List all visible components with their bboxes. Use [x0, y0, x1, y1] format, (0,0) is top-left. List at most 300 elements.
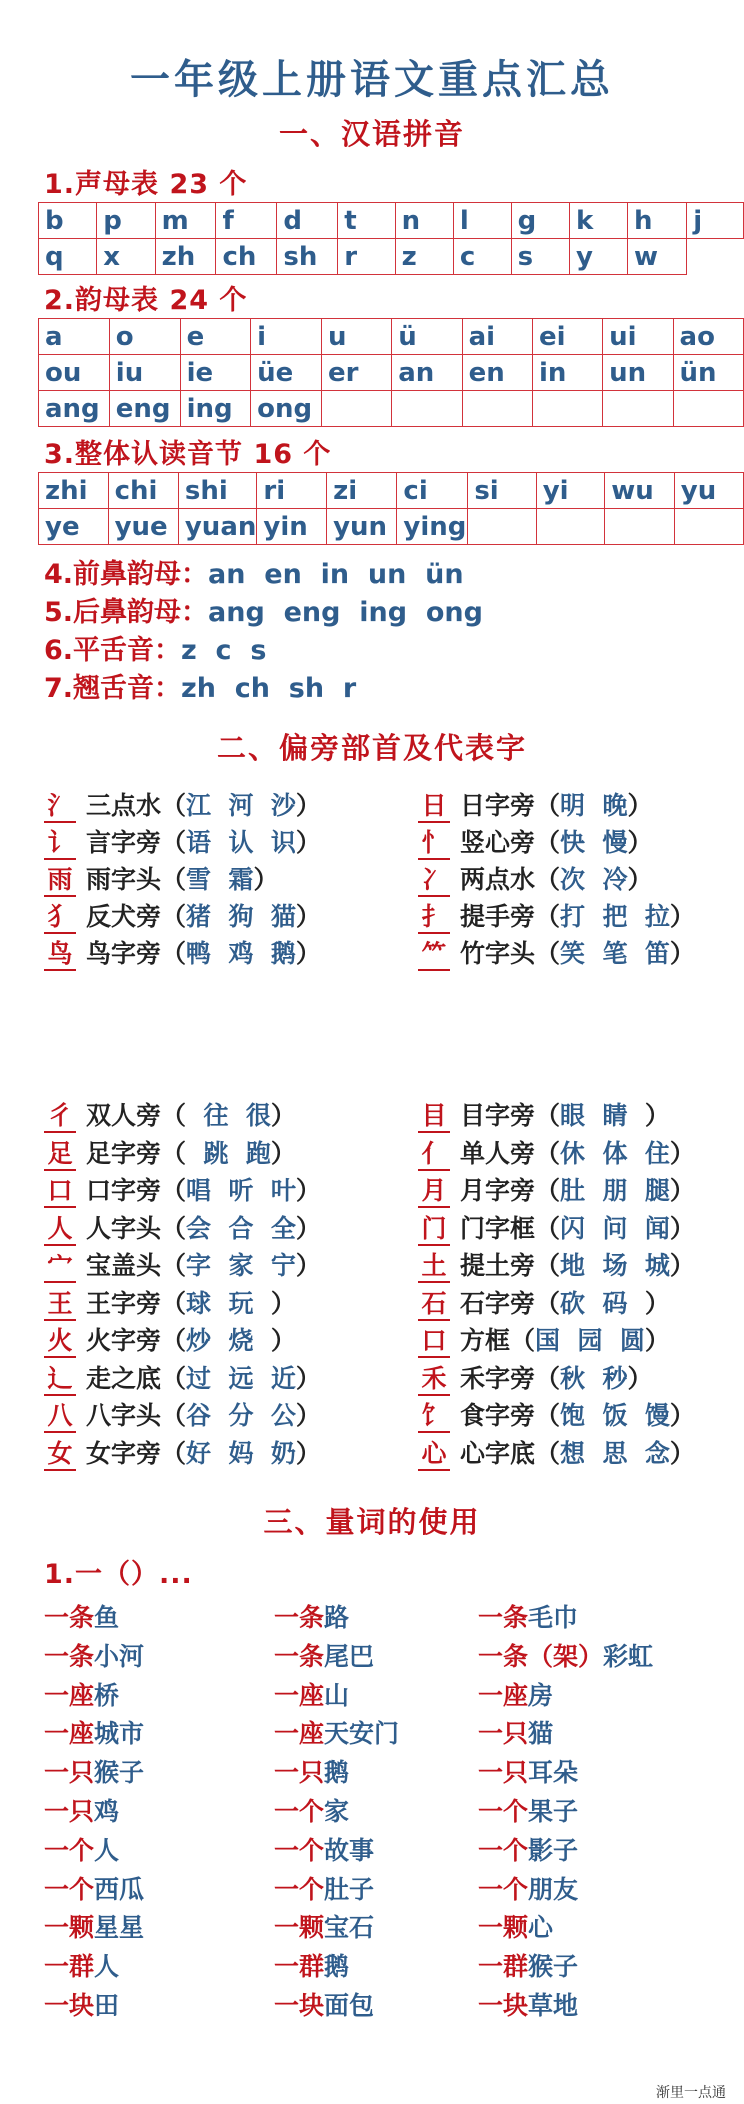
radical-examples: 国 园 圆	[535, 1326, 645, 1355]
radical-char: 彳	[44, 1101, 76, 1133]
measure-word: 一条	[274, 1641, 325, 1671]
zhengti-label: 3.整体认读音节 16 个	[44, 439, 332, 470]
zhengti-table-row	[39, 509, 744, 545]
radical-entry	[418, 1171, 695, 1208]
open-paren: （	[535, 902, 561, 931]
footer-watermark: 渐里一点通	[656, 2085, 726, 2101]
close-paren: ）	[644, 1326, 670, 1355]
radical-entry	[44, 786, 321, 823]
yunmu-cell: u	[321, 319, 391, 355]
radical-char: 辶	[44, 1364, 76, 1396]
yunmu-cell: un	[603, 355, 673, 391]
radical-entry	[418, 1321, 670, 1358]
shengmu-cell: h	[628, 203, 687, 239]
open-paren: （	[161, 1326, 187, 1355]
open-paren: （	[535, 1438, 561, 1468]
radical-name: 心字底	[460, 1438, 536, 1468]
radical-entry	[418, 1246, 695, 1283]
measure-object: 路	[324, 1603, 350, 1632]
zhengti-cell: yun	[327, 509, 397, 545]
radical-examples: 语 认 识	[186, 828, 296, 857]
open-paren: （	[161, 1101, 187, 1130]
open-paren: （	[535, 1363, 561, 1393]
radical-examples: 字 家 宁	[186, 1251, 296, 1280]
zhengti-table-row	[39, 473, 744, 509]
section-heading-pinyin: 一、汉语拼音	[278, 117, 465, 151]
shengmu-cell: r	[338, 239, 395, 275]
radical-entry	[44, 1396, 321, 1433]
measure-word: 一只	[44, 1797, 95, 1826]
zhengti-cell: wu	[605, 473, 675, 509]
measure-sublabel: 1.一（）...	[44, 1559, 193, 1590]
measure-word: 一个	[478, 1835, 529, 1865]
measure-word: 一群	[478, 1952, 529, 1982]
radical-name: 竹字头	[460, 939, 536, 968]
shengmu-table	[38, 202, 744, 275]
close-paren: ）	[669, 1138, 695, 1168]
radical-name: 反犬旁	[86, 902, 162, 931]
radical-entry	[418, 934, 695, 971]
radical-char: 宀	[44, 1251, 76, 1283]
zhengti-cell: yi	[536, 473, 604, 509]
shengmu-cell: m	[155, 203, 216, 239]
radical-entry	[418, 1434, 695, 1471]
yunmu-cell: en	[462, 355, 532, 391]
radical-char: 石	[418, 1289, 450, 1321]
measure-word-phrase	[478, 1714, 553, 1750]
shengmu-cell: g	[511, 203, 569, 239]
radical-name: 口字旁	[86, 1176, 162, 1205]
qianbi-line	[44, 552, 464, 591]
close-paren: ）	[270, 1138, 296, 1168]
measure-word-phrase	[274, 1676, 349, 1712]
measure-word: 一颗	[274, 1913, 325, 1943]
houbi-value: ang eng ing ong	[208, 597, 483, 628]
shengmu-cell: f	[216, 203, 277, 239]
measure-object: 故事	[324, 1835, 375, 1865]
radical-char: 雨	[44, 865, 76, 897]
radical-entry	[418, 1134, 695, 1171]
radical-examples: 打 把 拉	[560, 902, 670, 931]
measure-word: 一条（架）	[478, 1641, 604, 1671]
radical-char: 土	[418, 1251, 450, 1283]
measure-object: 草地	[528, 1991, 579, 2020]
yunmu-cell: an	[392, 355, 462, 391]
yunmu-cell	[321, 391, 391, 427]
shengmu-cell: b	[39, 203, 97, 239]
measure-word-phrase	[478, 1908, 553, 1944]
radical-entry	[44, 1246, 321, 1283]
yunmu-cell	[603, 391, 673, 427]
houbi-line	[44, 590, 483, 629]
zhengti-cell	[674, 509, 743, 545]
radical-name: 八字头	[86, 1401, 162, 1430]
radical-entry	[44, 1096, 296, 1133]
radical-examples: 炒 烧	[186, 1326, 271, 1355]
open-paren: （	[161, 791, 187, 820]
radical-char: 火	[44, 1326, 76, 1358]
close-paren: ）	[669, 1438, 695, 1468]
yunmu-table-row	[39, 355, 744, 391]
radical-examples: 往 很	[186, 1101, 271, 1130]
yunmu-cell: ei	[532, 319, 602, 355]
open-paren: （	[535, 1251, 561, 1280]
measure-object: 朋友	[528, 1874, 579, 1904]
zhengti-cell: yu	[674, 473, 743, 509]
measure-object: 心	[528, 1913, 554, 1943]
close-paren: ）	[295, 902, 321, 931]
shengmu-cell: y	[569, 239, 627, 275]
measure-word-phrase	[274, 1908, 374, 1944]
pingshe-value: z c s	[181, 635, 267, 666]
measure-word-phrase	[44, 1831, 119, 1867]
close-paren: ）	[295, 791, 321, 820]
zhengti-cell	[468, 509, 536, 545]
yunmu-cell: ai	[462, 319, 532, 355]
shengmu-cell: j	[687, 203, 744, 239]
open-paren: （	[161, 828, 187, 857]
measure-object: 宝石	[324, 1913, 375, 1943]
radical-name: 门字框	[460, 1213, 536, 1243]
yunmu-cell	[532, 391, 602, 427]
measure-word-phrase	[478, 1598, 578, 1634]
zhengti-cell: zi	[327, 473, 397, 509]
measure-word: 一块	[478, 1991, 529, 2020]
yunmu-cell: iu	[109, 355, 180, 391]
close-paren: ）	[295, 1438, 321, 1468]
measure-word-phrase	[44, 1908, 144, 1944]
qianbi-label: 4.前鼻韵母：	[44, 559, 209, 590]
shengmu-table-row	[39, 239, 744, 275]
shengmu-cell: x	[97, 239, 155, 275]
close-paren: ）	[295, 939, 321, 968]
close-paren: ）	[295, 1213, 321, 1243]
radical-char: 人	[44, 1214, 76, 1246]
measure-word: 一条	[274, 1603, 325, 1632]
radical-name: 火字旁	[86, 1326, 162, 1355]
radical-name: 单人旁	[460, 1138, 536, 1168]
measure-object: 天安门	[324, 1719, 400, 1749]
radical-entry	[44, 860, 278, 897]
measure-word-phrase	[478, 1986, 578, 2022]
radical-name: 走之底	[86, 1363, 162, 1393]
open-paren: （	[510, 1326, 536, 1355]
close-paren: ）	[644, 1101, 670, 1130]
yunmu-cell: ing	[180, 391, 251, 427]
measure-word-phrase	[274, 1753, 349, 1789]
yunmu-cell: ou	[39, 355, 110, 391]
radical-entry	[418, 1209, 695, 1246]
radical-entry	[44, 1284, 296, 1321]
radical-char: 忄	[418, 828, 450, 860]
yunmu-cell: ong	[251, 391, 322, 427]
radical-examples: 肚 朋 腿	[560, 1176, 670, 1205]
shengmu-cell: c	[453, 239, 511, 275]
zhengti-cell	[605, 509, 675, 545]
radical-entry	[418, 897, 695, 934]
radical-name: 两点水	[460, 865, 536, 894]
radical-char: 扌	[418, 902, 450, 934]
measure-word-phrase	[274, 1714, 399, 1750]
measure-word-phrase	[274, 1637, 374, 1673]
yunmu-table-row	[39, 391, 744, 427]
measure-word-phrase	[478, 1637, 653, 1673]
measure-word-phrase	[274, 1986, 374, 2022]
measure-word-phrase	[44, 1870, 144, 1906]
radical-entry	[418, 1396, 695, 1433]
measure-word: 一座	[274, 1719, 325, 1749]
yunmu-table	[38, 318, 744, 427]
yunmu-cell	[462, 391, 532, 427]
radical-char: 心	[418, 1439, 450, 1471]
yunmu-cell: üe	[251, 355, 322, 391]
measure-word-phrase	[44, 1947, 119, 1983]
radical-char: 王	[44, 1289, 76, 1321]
yunmu-cell: o	[109, 319, 180, 355]
measure-word: 一个	[478, 1797, 529, 1826]
measure-word: 一个	[478, 1874, 529, 1904]
radical-examples: 饱 饭 馒	[560, 1401, 670, 1430]
radical-name: 雨字头	[86, 865, 162, 894]
shengmu-table-row	[39, 203, 744, 239]
close-paren: ）	[270, 1326, 296, 1355]
page-title: 一年级上册语文重点汇总	[130, 57, 614, 103]
open-paren: （	[161, 902, 187, 931]
radical-entry	[418, 1096, 670, 1133]
measure-word-phrase	[478, 1947, 578, 1983]
close-paren: ）	[627, 865, 653, 894]
radical-name: 三点水	[86, 791, 162, 820]
radical-entry	[418, 823, 652, 860]
measure-word-phrase	[478, 1753, 578, 1789]
close-paren: ）	[669, 1213, 695, 1243]
measure-word: 一只	[478, 1719, 529, 1749]
zhengti-cell: yuan	[178, 509, 257, 545]
measure-word-phrase	[274, 1831, 374, 1867]
radical-examples: 鸭 鸡 鹅	[186, 939, 296, 968]
measure-word-phrase	[44, 1714, 144, 1750]
measure-object: 山	[324, 1680, 350, 1710]
shengmu-cell: s	[511, 239, 569, 275]
yunmu-cell: ang	[39, 391, 110, 427]
radical-examples: 跳 跑	[186, 1138, 271, 1168]
close-paren: ）	[295, 828, 321, 857]
yunmu-cell: e	[180, 319, 251, 355]
radical-name: 提土旁	[460, 1251, 536, 1280]
measure-object: 尾巴	[324, 1641, 375, 1671]
yunmu-cell: ie	[180, 355, 251, 391]
open-paren: （	[535, 865, 561, 894]
measure-object: 鸡	[94, 1797, 120, 1826]
radical-char: 冫	[418, 865, 450, 897]
radical-examples: 眼 睛	[560, 1101, 645, 1130]
qiaoshe-value: zh ch sh r	[181, 673, 357, 704]
qiaoshe-label: 7.翘舌音：	[44, 673, 182, 704]
measure-object: 人	[94, 1835, 120, 1865]
measure-word: 一座	[44, 1680, 95, 1710]
radical-char: 门	[418, 1214, 450, 1246]
close-paren: ）	[253, 865, 279, 894]
radical-name: 目字旁	[460, 1101, 536, 1130]
close-paren: ）	[627, 791, 653, 820]
measure-word: 一个	[274, 1835, 325, 1865]
measure-object: 果子	[528, 1797, 579, 1826]
radical-examples: 休 体 住	[560, 1138, 670, 1168]
measure-object: 桥	[94, 1680, 120, 1710]
radical-char: 禾	[418, 1364, 450, 1396]
radical-char: 亻	[418, 1139, 450, 1171]
measure-word-phrase	[274, 1870, 374, 1906]
close-paren: ）	[295, 1251, 321, 1280]
measure-object: 肚子	[324, 1874, 375, 1904]
yunmu-cell: ao	[673, 319, 743, 355]
yunmu-cell: in	[532, 355, 602, 391]
open-paren: （	[161, 1438, 187, 1468]
radical-examples: 谷 分 公	[186, 1401, 296, 1430]
shengmu-cell: q	[39, 239, 97, 275]
radical-char: ⺮	[418, 939, 450, 971]
radical-name: 禾字旁	[460, 1363, 536, 1393]
zhengti-cell: yin	[257, 509, 327, 545]
open-paren: （	[161, 1251, 187, 1280]
close-paren: ）	[270, 1288, 296, 1318]
measure-word: 一块	[44, 1991, 95, 2020]
measure-object: 家	[324, 1797, 350, 1826]
radical-char: 氵	[44, 791, 76, 823]
radical-char: 足	[44, 1139, 76, 1171]
measure-object: 西瓜	[94, 1874, 145, 1904]
shengmu-cell: n	[395, 203, 453, 239]
radical-name: 日字旁	[460, 791, 536, 820]
radical-char: 女	[44, 1439, 76, 1471]
shengmu-cell: zh	[155, 239, 216, 275]
yunmu-cell: ün	[673, 355, 743, 391]
shengmu-cell: l	[453, 203, 511, 239]
measure-object: 影子	[528, 1835, 579, 1865]
radical-char: 八	[44, 1401, 76, 1433]
zhengti-cell: ci	[397, 473, 468, 509]
measure-object: 鹅	[324, 1952, 350, 1982]
zhengti-cell: ye	[39, 509, 109, 545]
open-paren: （	[535, 791, 561, 820]
radical-examples: 猪 狗 猫	[186, 902, 296, 931]
measure-object: 田	[94, 1991, 120, 2020]
zhengti-cell: ying	[397, 509, 468, 545]
yunmu-cell: eng	[109, 391, 180, 427]
radical-entry	[44, 934, 321, 971]
measure-word-phrase	[44, 1676, 119, 1712]
radical-char: 饣	[418, 1401, 450, 1433]
measure-object: 鹅	[324, 1758, 350, 1788]
open-paren: （	[161, 1138, 187, 1168]
radical-examples: 秋 秒	[560, 1363, 628, 1393]
open-paren: （	[535, 1138, 561, 1168]
radical-char: 口	[44, 1176, 76, 1208]
measure-object: 面包	[324, 1991, 375, 2020]
zhengti-cell	[536, 509, 604, 545]
close-paren: ）	[270, 1101, 296, 1130]
close-paren: ）	[627, 828, 653, 857]
shengmu-cell: z	[395, 239, 453, 275]
yunmu-cell: ü	[392, 319, 462, 355]
zhengti-cell: shi	[178, 473, 257, 509]
measure-word: 一只	[44, 1758, 95, 1788]
qianbi-value: an en in un ün	[208, 559, 464, 590]
radical-entry	[418, 1359, 652, 1396]
measure-word-phrase	[44, 1598, 119, 1634]
measure-word-phrase	[274, 1598, 349, 1634]
radical-entry	[44, 897, 321, 934]
zhengti-table	[38, 472, 744, 545]
shengmu-cell: d	[277, 203, 338, 239]
shengmu-label: 1.声母表 23 个	[44, 169, 248, 200]
shengmu-cell: p	[97, 203, 155, 239]
yunmu-cell: ui	[603, 319, 673, 355]
pingshe-label: 6.平舌音：	[44, 635, 182, 666]
measure-word: 一个	[274, 1874, 325, 1904]
open-paren: （	[161, 1401, 187, 1430]
measure-word-phrase	[44, 1986, 119, 2022]
measure-word: 一个	[44, 1874, 95, 1904]
radical-examples: 地 场 城	[560, 1251, 670, 1280]
open-paren: （	[161, 1176, 187, 1205]
radical-examples: 砍 码	[560, 1288, 645, 1318]
measure-word: 一只	[274, 1758, 325, 1788]
zhengti-cell: si	[468, 473, 536, 509]
radical-name: 竖心旁	[460, 828, 536, 857]
open-paren: （	[535, 1288, 561, 1318]
radical-entry	[44, 1359, 321, 1396]
radical-entry	[418, 786, 652, 823]
close-paren: ）	[669, 902, 695, 931]
measure-word: 一条	[44, 1641, 95, 1671]
measure-word: 一块	[274, 1991, 325, 2020]
measure-object: 耳朵	[528, 1758, 579, 1788]
radical-examples: 闪 问 闻	[560, 1213, 670, 1243]
measure-object: 人	[94, 1952, 120, 1982]
section-heading-radicals: 二、偏旁部首及代表字	[216, 731, 527, 765]
zhengti-cell: chi	[108, 473, 178, 509]
close-paren: ）	[295, 1401, 321, 1430]
measure-word-phrase	[274, 1792, 349, 1828]
measure-word: 一座	[44, 1719, 95, 1749]
radical-char: 口	[418, 1326, 450, 1358]
radical-examples: 球 玩	[186, 1288, 271, 1318]
radical-name: 言字旁	[86, 828, 162, 857]
radical-examples: 好 妈 奶	[186, 1438, 296, 1468]
radical-examples: 江 河 沙	[186, 791, 296, 820]
pingshe-line	[44, 628, 266, 667]
radical-char: 犭	[44, 902, 76, 934]
shengmu-cell: k	[569, 203, 627, 239]
radical-name: 人字头	[86, 1213, 162, 1243]
close-paren: ）	[627, 1363, 653, 1393]
zhengti-cell: ri	[257, 473, 327, 509]
zhengti-cell: zhi	[39, 473, 109, 509]
radical-name: 王字旁	[86, 1288, 162, 1318]
measure-word-phrase	[44, 1792, 119, 1828]
radical-entry	[44, 1209, 321, 1246]
measure-object: 毛巾	[528, 1603, 579, 1632]
radical-entry	[44, 1134, 296, 1171]
measure-object: 猫	[528, 1719, 554, 1749]
radical-char: 目	[418, 1101, 450, 1133]
measure-word: 一条	[478, 1603, 529, 1632]
measure-word: 一座	[478, 1680, 529, 1710]
radical-char: 日	[418, 791, 450, 823]
radical-examples: 想 思 念	[560, 1438, 670, 1468]
measure-word-phrase	[478, 1792, 578, 1828]
